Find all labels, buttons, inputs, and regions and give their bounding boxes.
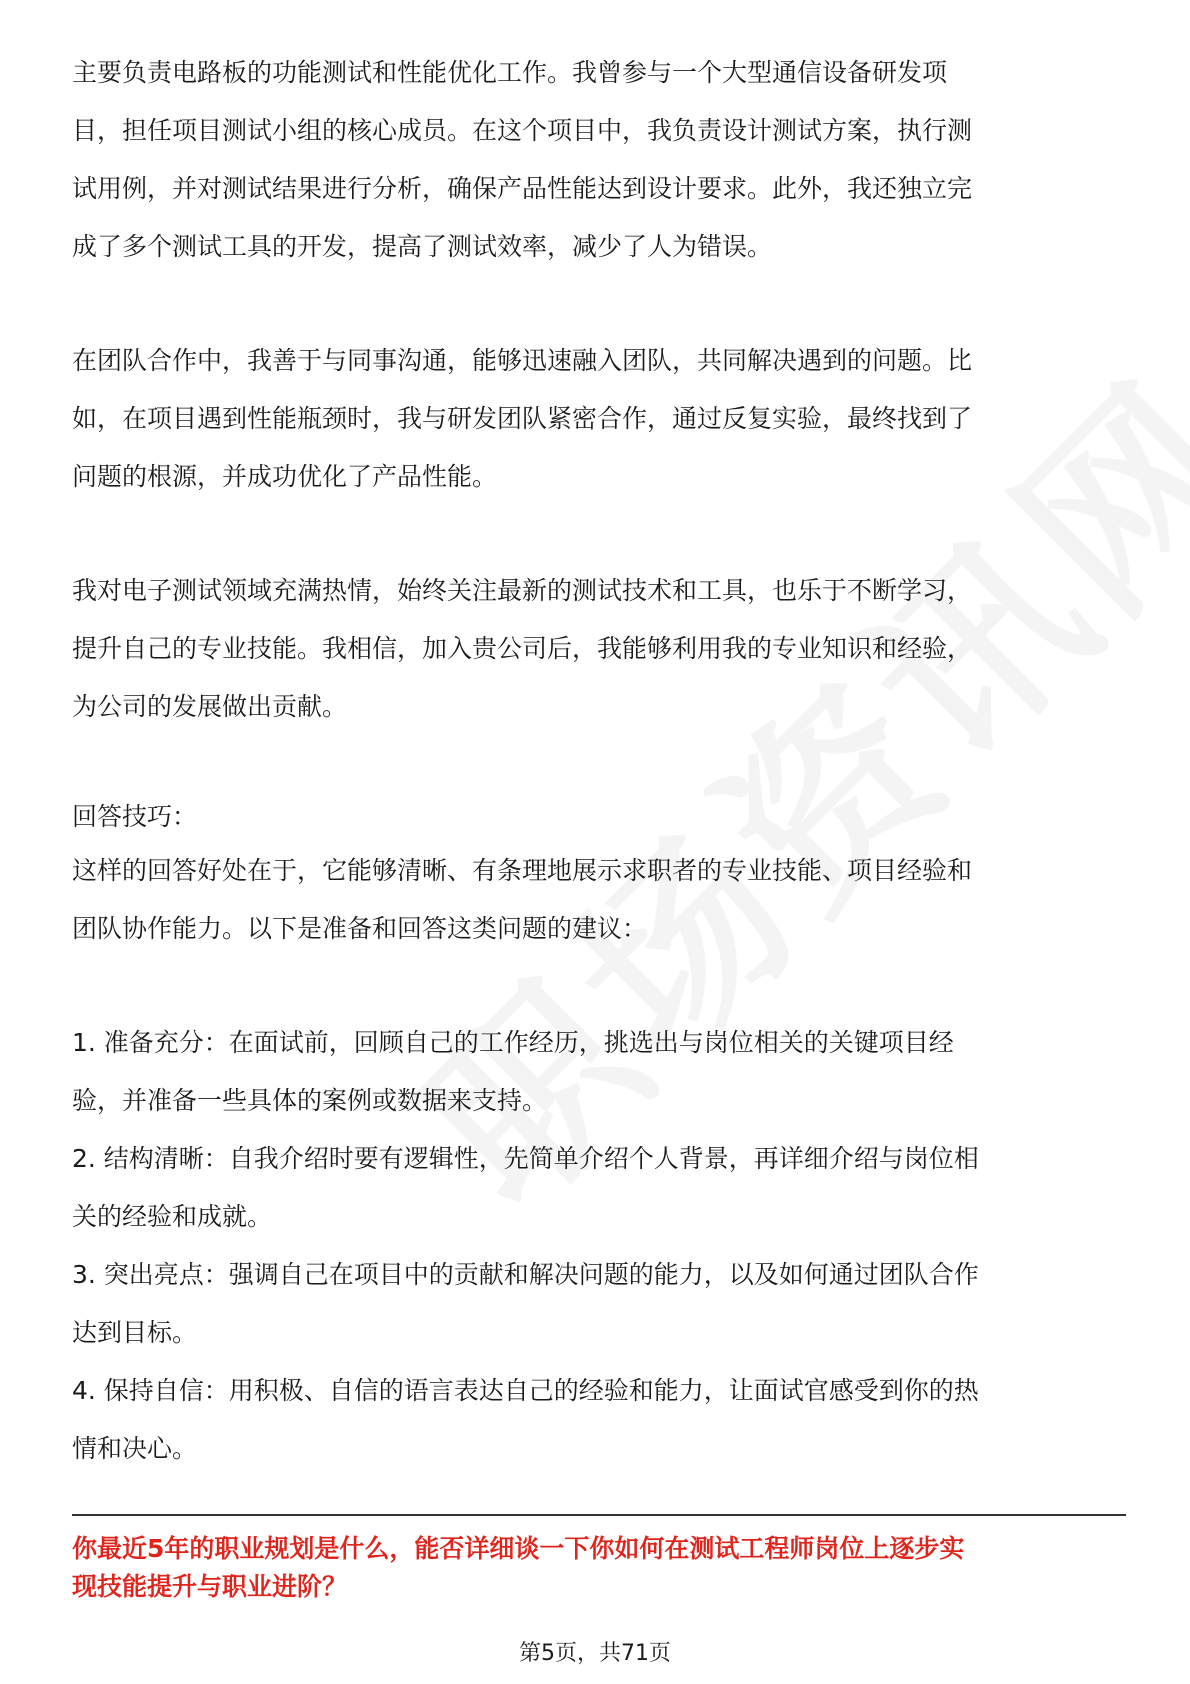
text-line: 主要负责电路板的功能测试和性能优化工作。我曾参与一个大型通信设备研发项 <box>72 58 948 87</box>
paragraph-work-experience <box>72 44 1118 276</box>
text-line: 3. 突出亮点：强调自己在项目中的贡献和解决问题的能力，以及如何通过团队合作 <box>72 1260 979 1289</box>
tip-item-3 <box>72 1246 1118 1362</box>
document-body <box>72 44 1118 1478</box>
question-line: 现技能提升与职业进阶？ <box>72 1572 348 1601</box>
page-number: 第5页，共71页 <box>519 1641 671 1666</box>
text-line: 2. 结构清晰：自我介绍时要有逻辑性，先简单介绍个人背景，再详细介绍与岗位相 <box>72 1144 979 1173</box>
question-line: 你最近5年的职业规划是什么，能否详细谈一下你如何在测试工程师岗位上逐步实 <box>72 1534 965 1563</box>
text-line: 验，并准备一些具体的案例或数据来支持。 <box>72 1086 548 1115</box>
section-divider <box>72 1514 1126 1516</box>
tip-item-1 <box>72 1014 1118 1130</box>
tip-item-4 <box>72 1362 1118 1478</box>
tips-heading: 回答技巧： <box>72 802 198 831</box>
text-line: 在团队合作中，我善于与同事沟通，能够迅速融入团队，共同解决遇到的问题。比 <box>72 346 973 375</box>
text-line: 问题的根源，并成功优化了产品性能。 <box>72 462 498 491</box>
tips-section <box>72 792 1118 1478</box>
next-question <box>72 1530 1122 1606</box>
text-line: 情和决心。 <box>72 1434 198 1463</box>
text-line: 试用例，并对测试结果进行分析，确保产品性能达到设计要求。此外，我还独立完 <box>72 174 973 203</box>
text-line: 提升自己的专业技能。我相信，加入贵公司后，我能够利用我的专业知识和经验， <box>72 634 973 663</box>
text-line: 团队协作能力。以下是准备和回答这类问题的建议： <box>72 914 648 943</box>
text-line: 4. 保持自信：用积极、自信的语言表达自己的经验和能力，让面试官感受到你的热 <box>72 1376 979 1405</box>
text-line: 为公司的发展做出贡献。 <box>72 692 348 721</box>
tip-item-2 <box>72 1130 1118 1246</box>
text-line: 我对电子测试领域充满热情，始终关注最新的测试技术和工具，也乐于不断学习， <box>72 576 973 605</box>
text-line: 目，担任项目测试小组的核心成员。在这个项目中，我负责设计测试方案，执行测 <box>72 116 973 145</box>
text-line: 如，在项目遇到性能瓶颈时，我与研发团队紧密合作，通过反复实验，最终找到了 <box>72 404 973 433</box>
text-line: 1. 准备充分：在面试前，回顾自己的工作经历，挑选出与岗位相关的关键项目经 <box>72 1028 954 1057</box>
text-line: 这样的回答好处在于，它能够清晰、有条理地展示求职者的专业技能、项目经验和 <box>72 856 973 885</box>
text-line: 达到目标。 <box>72 1318 198 1347</box>
text-line: 关的经验和成就。 <box>72 1202 273 1231</box>
paragraph-teamwork <box>72 332 1118 506</box>
text-line: 成了多个测试工具的开发，提高了测试效率，减少了人为错误。 <box>72 232 773 261</box>
paragraph-passion <box>72 562 1118 736</box>
